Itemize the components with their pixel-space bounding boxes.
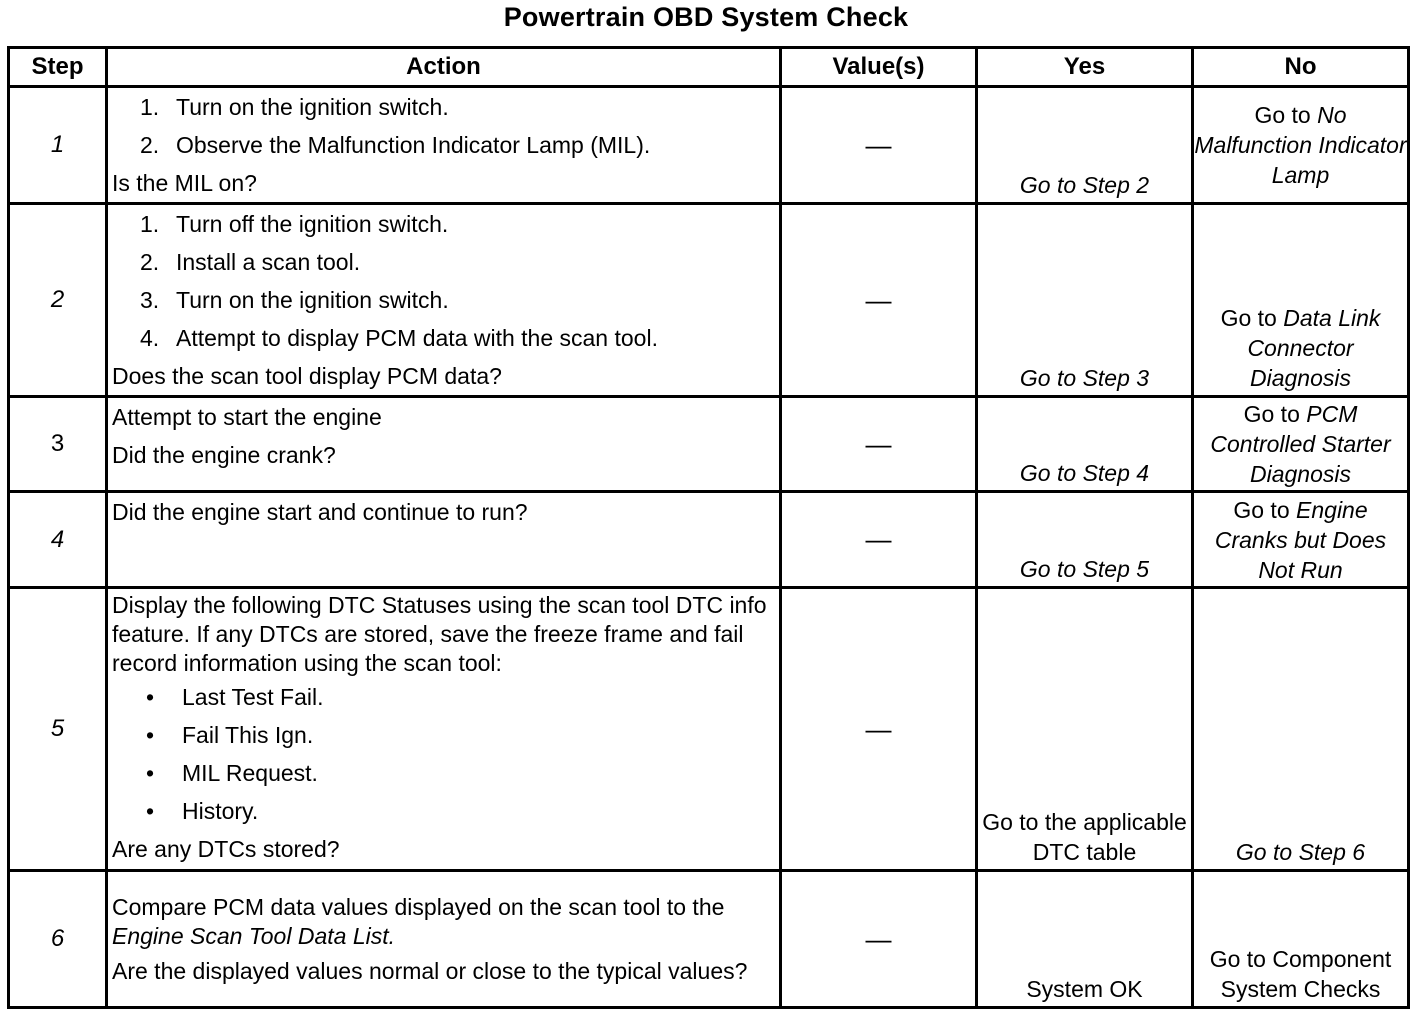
table-row-step-2: [9, 204, 1409, 397]
action-cell: [107, 871, 781, 1008]
step-number: 1: [9, 87, 107, 204]
table-row-step-3: [9, 397, 1409, 492]
action-step-line: 4. Attempt to display PCM data with the scan tool.: [140, 325, 658, 351]
action-question: Does the scan tool display PCM data?: [112, 363, 502, 389]
value-cell: —: [781, 871, 977, 1008]
action-question: Is the MIL on?: [112, 170, 257, 196]
table-row-step-5: [9, 588, 1409, 871]
table-row-step-4: [9, 492, 1409, 588]
action-bullet: • MIL Request.: [146, 759, 318, 786]
value-cell: —: [781, 87, 977, 204]
no-cell: Go to Engine Cranks but Does Not Run: [1193, 492, 1409, 588]
action-bullet: • Fail This Ign.: [146, 721, 314, 748]
action-question: Are the displayed values normal or close to the typical values?: [112, 957, 748, 984]
action-step-line: 2. Observe the Malfunction Indicator Lamp (MIL).: [140, 132, 651, 158]
yes-cell: Go to Step 2: [977, 87, 1193, 204]
action-step-line: 1. Turn off the ignition switch.: [140, 211, 449, 237]
step-number: 3: [9, 397, 107, 492]
no-cell: Go to PCM Controlled Starter Diagnosis: [1193, 397, 1409, 492]
action-step-line: 1. Turn on the ignition switch.: [140, 94, 449, 120]
yes-cell: Go to Step 5: [977, 492, 1193, 588]
action-question: Are any DTCs stored?: [112, 835, 340, 862]
action-cell: [107, 87, 781, 204]
action-cell: [107, 588, 781, 871]
yes-cell: Go to the applicable DTC table: [977, 588, 1193, 871]
no-cell: Go to Data Link Connector Diagnosis: [1193, 204, 1409, 397]
action-line: Attempt to start the engine: [112, 404, 382, 430]
step-number: 6: [9, 871, 107, 1008]
step-number: 4: [9, 492, 107, 588]
header-action: Action: [107, 48, 781, 87]
header-step: Step: [9, 48, 107, 87]
obd-check-table: [7, 46, 1410, 1009]
action-intro: Compare PCM data values displayed on the scan tool to the Engine Scan Tool Data List.: [112, 893, 725, 949]
value-cell: —: [781, 204, 977, 397]
action-step-line: 2. Install a scan tool.: [140, 249, 361, 275]
action-intro: Display the following DTC Statuses using the scan tool DTC info feature. If any DTCs are stored, save the freeze frame and fail record information using the scan tool:: [112, 591, 767, 676]
no-cell: Go to No Malfunction Indicator Lamp: [1193, 87, 1409, 204]
table-row-step-1: [9, 87, 1409, 204]
yes-cell: Go to Step 3: [977, 204, 1193, 397]
action-bullet: • Last Test Fail.: [146, 683, 324, 710]
yes-cell: System OK: [977, 871, 1193, 1008]
header-yes: Yes: [977, 48, 1193, 87]
action-bullet: • History.: [146, 797, 259, 824]
step-number: 5: [9, 588, 107, 871]
value-cell: —: [781, 397, 977, 492]
value-cell: —: [781, 588, 977, 871]
no-cell: Go to Component System Checks: [1193, 871, 1409, 1008]
action-question: Did the engine crank?: [112, 442, 336, 468]
header-no: No: [1193, 48, 1409, 87]
action-step-line: 3. Turn on the ignition switch.: [140, 287, 449, 313]
step-number: 2: [9, 204, 107, 397]
action-cell: [107, 492, 781, 588]
header-values: Value(s): [781, 48, 977, 87]
action-cell: [107, 397, 781, 492]
action-cell: [107, 204, 781, 397]
table-row-step-6: [9, 871, 1409, 1008]
header-row: [9, 48, 1409, 87]
action-question: Did the engine start and continue to run?: [112, 499, 528, 525]
no-cell: Go to Step 6: [1193, 588, 1409, 871]
yes-cell: Go to Step 4: [977, 397, 1193, 492]
value-cell: —: [781, 492, 977, 588]
page-title: Powertrain OBD System Check: [503, 2, 909, 32]
